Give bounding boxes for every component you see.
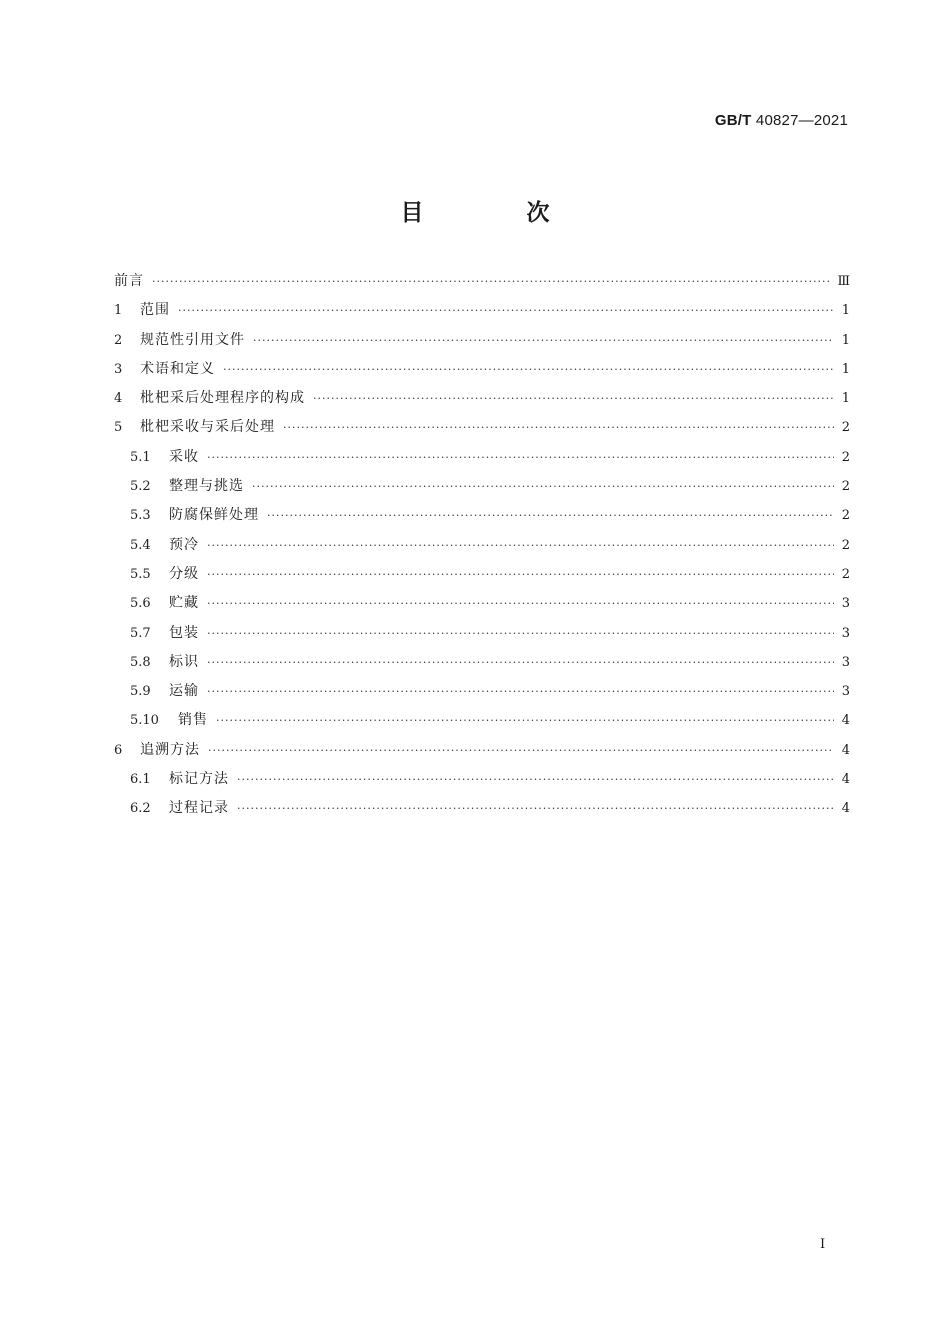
toc-leader-dots xyxy=(237,802,834,815)
toc-entry-label: 术语和定义 xyxy=(140,360,215,377)
toc-leader-dots xyxy=(237,773,834,786)
toc-entry-page: 2 xyxy=(841,566,850,582)
table-of-contents xyxy=(114,270,850,827)
toc-entry-5-10[interactable] xyxy=(114,709,850,738)
toc-entry-number: 6 xyxy=(114,742,123,758)
toc-entry-number: 6.1 xyxy=(130,772,151,788)
toc-entry-label: 枇杷采后处理程序的构成 xyxy=(140,390,305,407)
toc-entry-number: 5.2 xyxy=(130,479,151,495)
toc-entry-label: 标识 xyxy=(169,653,199,670)
toc-entry-1[interactable] xyxy=(114,299,850,328)
toc-leader-dots xyxy=(283,421,834,434)
toc-entry-number: 1 xyxy=(114,303,123,319)
toc-entry-page: 1 xyxy=(841,391,850,407)
toc-entry-label: 标记方法 xyxy=(169,771,229,788)
toc-entry-page: 1 xyxy=(841,303,850,319)
toc-leader-dots xyxy=(207,597,834,610)
toc-entry-number: 5 xyxy=(114,420,123,436)
toc-leader-dots xyxy=(207,656,834,669)
toc-entry-number: 5.9 xyxy=(130,684,151,700)
toc-entry-label: 分级 xyxy=(169,565,199,582)
toc-entry-number: 5.3 xyxy=(130,508,151,524)
toc-entry-6-2[interactable] xyxy=(114,797,850,826)
toc-leader-dots xyxy=(208,744,834,757)
toc-entry-6[interactable] xyxy=(114,739,850,768)
toc-entry-5-6[interactable] xyxy=(114,592,850,621)
toc-entry-page: 1 xyxy=(841,332,850,348)
toc-entry-number: 5.1 xyxy=(130,449,151,465)
toc-entry-page: Ⅲ xyxy=(837,274,850,289)
toc-entry-page: 3 xyxy=(841,654,850,670)
toc-entry-page: 3 xyxy=(841,684,850,700)
toc-entry-label: 规范性引用文件 xyxy=(140,331,245,348)
toc-entry-page: 3 xyxy=(841,596,850,612)
toc-entry-number: 5.10 xyxy=(130,713,159,729)
toc-entry-5-2[interactable] xyxy=(114,475,850,504)
toc-entry-page: 4 xyxy=(841,742,850,758)
toc-leader-dots xyxy=(207,568,834,581)
toc-entry-page: 4 xyxy=(841,713,850,729)
toc-entry-label: 枇杷采收与采后处理 xyxy=(140,419,275,436)
toc-entry-page: 2 xyxy=(841,420,850,436)
toc-entry-page: 1 xyxy=(841,361,850,377)
toc-entry-label: 采收 xyxy=(169,448,199,465)
toc-leader-dots xyxy=(207,685,834,698)
toc-entry-number: 5.5 xyxy=(130,566,151,582)
toc-entry-5-3[interactable] xyxy=(114,504,850,533)
toc-entry-number: 3 xyxy=(114,361,123,377)
toc-entry-number: 5.8 xyxy=(130,654,151,670)
toc-entry-number: 6.2 xyxy=(130,801,151,817)
toc-entry-3[interactable] xyxy=(114,358,850,387)
toc-entry-5-9[interactable] xyxy=(114,680,850,709)
page-title: 目 次 xyxy=(400,200,590,226)
toc-entry-2[interactable] xyxy=(114,329,850,358)
toc-entry-label: 销售 xyxy=(178,712,208,729)
toc-entry-label: 包装 xyxy=(169,624,199,641)
toc-entry-label: 贮藏 xyxy=(169,595,199,612)
standard-number: 40827—2021 xyxy=(755,112,848,129)
toc-entry-number: 2 xyxy=(114,332,123,348)
toc-entry-label: 前言 xyxy=(114,273,144,289)
toc-entry-6-1[interactable] xyxy=(114,768,850,797)
toc-leader-dots xyxy=(216,714,834,727)
toc-entry-label: 过程记录 xyxy=(169,800,229,817)
toc-leader-dots xyxy=(152,275,831,288)
toc-leader-dots xyxy=(267,509,834,522)
toc-leader-dots xyxy=(178,304,834,317)
toc-entry-label: 整理与挑选 xyxy=(169,478,244,495)
toc-leader-dots xyxy=(207,539,834,552)
toc-entry-label: 范围 xyxy=(140,302,170,319)
toc-leader-dots xyxy=(313,392,834,405)
toc-entry-label: 追溯方法 xyxy=(140,741,200,758)
toc-leader-dots xyxy=(207,627,834,640)
toc-entry-label: 运输 xyxy=(169,683,199,700)
toc-entry-page: 3 xyxy=(841,625,850,641)
toc-entry-5-4[interactable] xyxy=(114,534,850,563)
toc-entry-number: 5.6 xyxy=(130,596,151,612)
toc-entry-preface[interactable] xyxy=(114,270,850,299)
toc-entry-5[interactable] xyxy=(114,416,850,445)
toc-entry-5-8[interactable] xyxy=(114,651,850,680)
page-number: I xyxy=(820,1237,826,1252)
toc-entry-page: 4 xyxy=(841,801,850,817)
toc-entry-5-1[interactable] xyxy=(114,446,850,475)
toc-leader-dots xyxy=(252,480,834,493)
toc-entry-number: 5.4 xyxy=(130,537,151,553)
toc-entry-label: 防腐保鲜处理 xyxy=(169,507,259,524)
toc-entry-number: 5.7 xyxy=(130,625,151,641)
toc-entry-page: 2 xyxy=(841,508,850,524)
toc-entry-label: 预冷 xyxy=(169,536,199,553)
toc-leader-dots xyxy=(223,363,834,376)
toc-entry-5-7[interactable] xyxy=(114,622,850,651)
standard-prefix: GB/T xyxy=(714,112,752,129)
toc-entry-page: 2 xyxy=(841,537,850,553)
toc-entry-number: 4 xyxy=(114,391,123,407)
standard-code xyxy=(715,112,848,129)
toc-entry-5-5[interactable] xyxy=(114,563,850,592)
toc-entry-page: 2 xyxy=(841,479,850,495)
toc-leader-dots xyxy=(207,451,834,464)
toc-leader-dots xyxy=(253,334,834,347)
toc-entry-4[interactable] xyxy=(114,387,850,416)
toc-entry-page: 2 xyxy=(841,449,850,465)
toc-entry-page: 4 xyxy=(841,772,850,788)
